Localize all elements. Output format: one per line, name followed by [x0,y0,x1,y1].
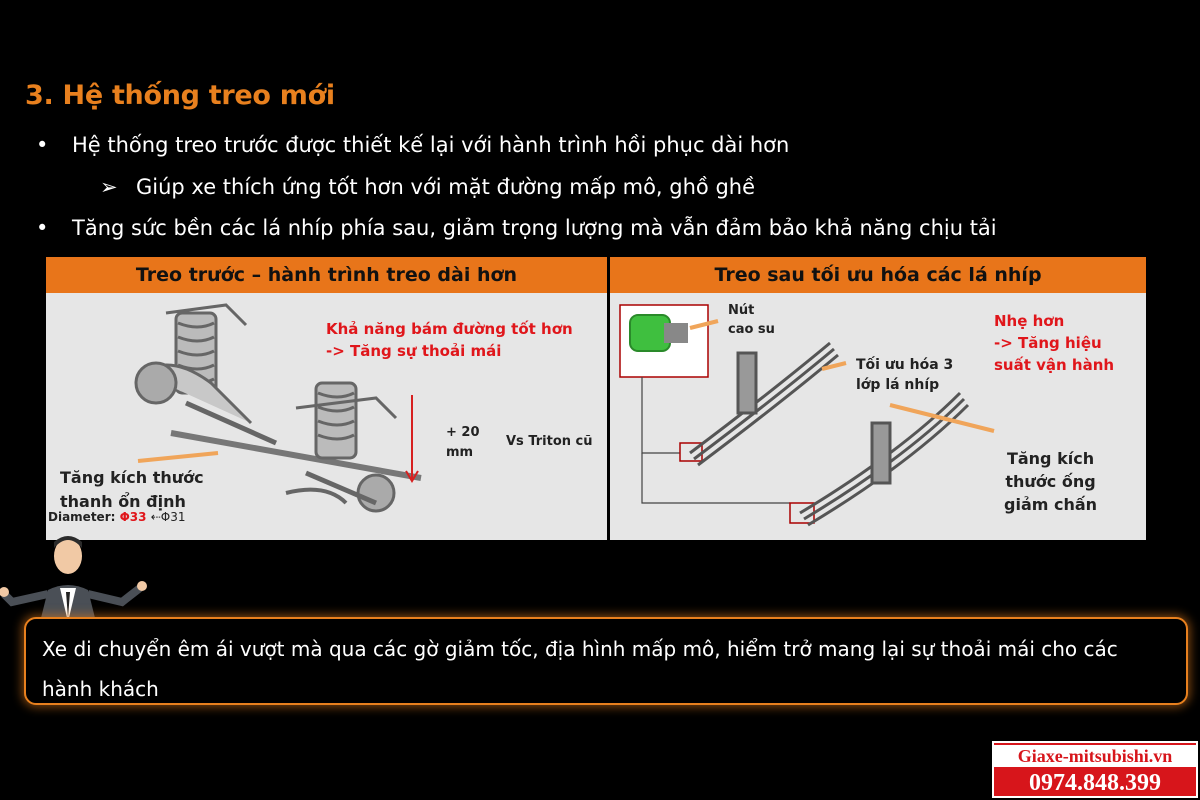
travel-label [446,423,480,463]
rear-suspension-panel [610,257,1146,540]
sub-bullet-item [100,175,755,199]
front-benefit-line2: -> Tăng sự thoải mái [326,342,502,360]
section-title: 3. Hệ thống treo mới [25,80,335,111]
rear-benefit-text [994,310,1114,376]
leaf-spring-label [856,355,953,395]
diameter-new-value: Φ33 [119,510,147,524]
caption-box [24,617,1188,705]
stabilizer-line2: thanh ổn định [60,492,186,511]
leaf-line2: lớp lá nhíp [856,377,940,393]
stabilizer-label [60,466,204,514]
leaf-line1: Tối ưu hóa 3 [856,357,954,373]
bullet-item-1 [36,133,789,157]
bullet-dot: • [36,133,49,157]
rear-benefit-line3: suất vận hành [994,356,1115,374]
diameter-old-value: ⇠Φ31 [150,510,186,524]
diameter-caption: Diameter: [48,510,116,524]
presenter-avatar [0,532,150,622]
arrow-bullet-icon: ➢ [100,175,118,199]
bushing-line1: Nút [728,303,755,318]
bullet-dot: • [36,216,49,240]
shock-line1: Tăng kích [1006,449,1095,468]
bushing-line2: cao su [728,322,775,337]
front-benefit-line1: Khả năng bám đường tốt hơn [326,320,573,338]
front-panel-header: Treo trước – hành trình treo dài hơn [46,257,607,293]
rear-benefit-line2: -> Tăng hiệu [994,334,1102,352]
rear-benefit-line1: Nhẹ hơn [994,312,1065,330]
logo-phone: 0974.848.399 [1029,770,1161,796]
diameter-label [48,510,185,524]
stabilizer-line1: Tăng kích thước [60,468,204,487]
front-benefit-text [326,318,573,362]
bullet-text: Hệ thống treo trước được thiết kế lại với hành trình hồi phục dài hơn [72,133,790,157]
logo-site: Giaxe-mitsubishi.vn [994,745,1196,767]
caption-text: Xe di chuyển êm ái vượt mà qua các gờ giảm tốc, địa hình mấp mô, hiểm trở mang lại sự thoải mái cho các hành khách [42,637,1118,701]
shock-line2: thước ống [1005,472,1096,491]
shock-line3: giảm chấn [1004,495,1098,514]
bullet-item-2 [36,216,997,240]
bushing-label [728,301,775,339]
shock-absorber-label [1004,447,1097,516]
sub-bullet-text: Giúp xe thích ứng tốt hơn với mặt đường mấp mô, ghồ ghề [136,175,755,199]
arrow-pointer-icon [138,453,218,461]
site-logo [992,741,1198,798]
travel-value: + 20 [446,425,480,440]
rear-panel-header: Treo sau tối ưu hóa các lá nhíp [610,257,1146,293]
bullet-text: Tăng sức bền các lá nhíp phía sau, giảm trọng lượng mà vẫn đảm bảo khả năng chịu tải [72,216,997,240]
travel-unit: mm [446,445,474,460]
compare-label: Vs Triton cũ [506,434,593,449]
front-suspension-panel [46,257,607,540]
